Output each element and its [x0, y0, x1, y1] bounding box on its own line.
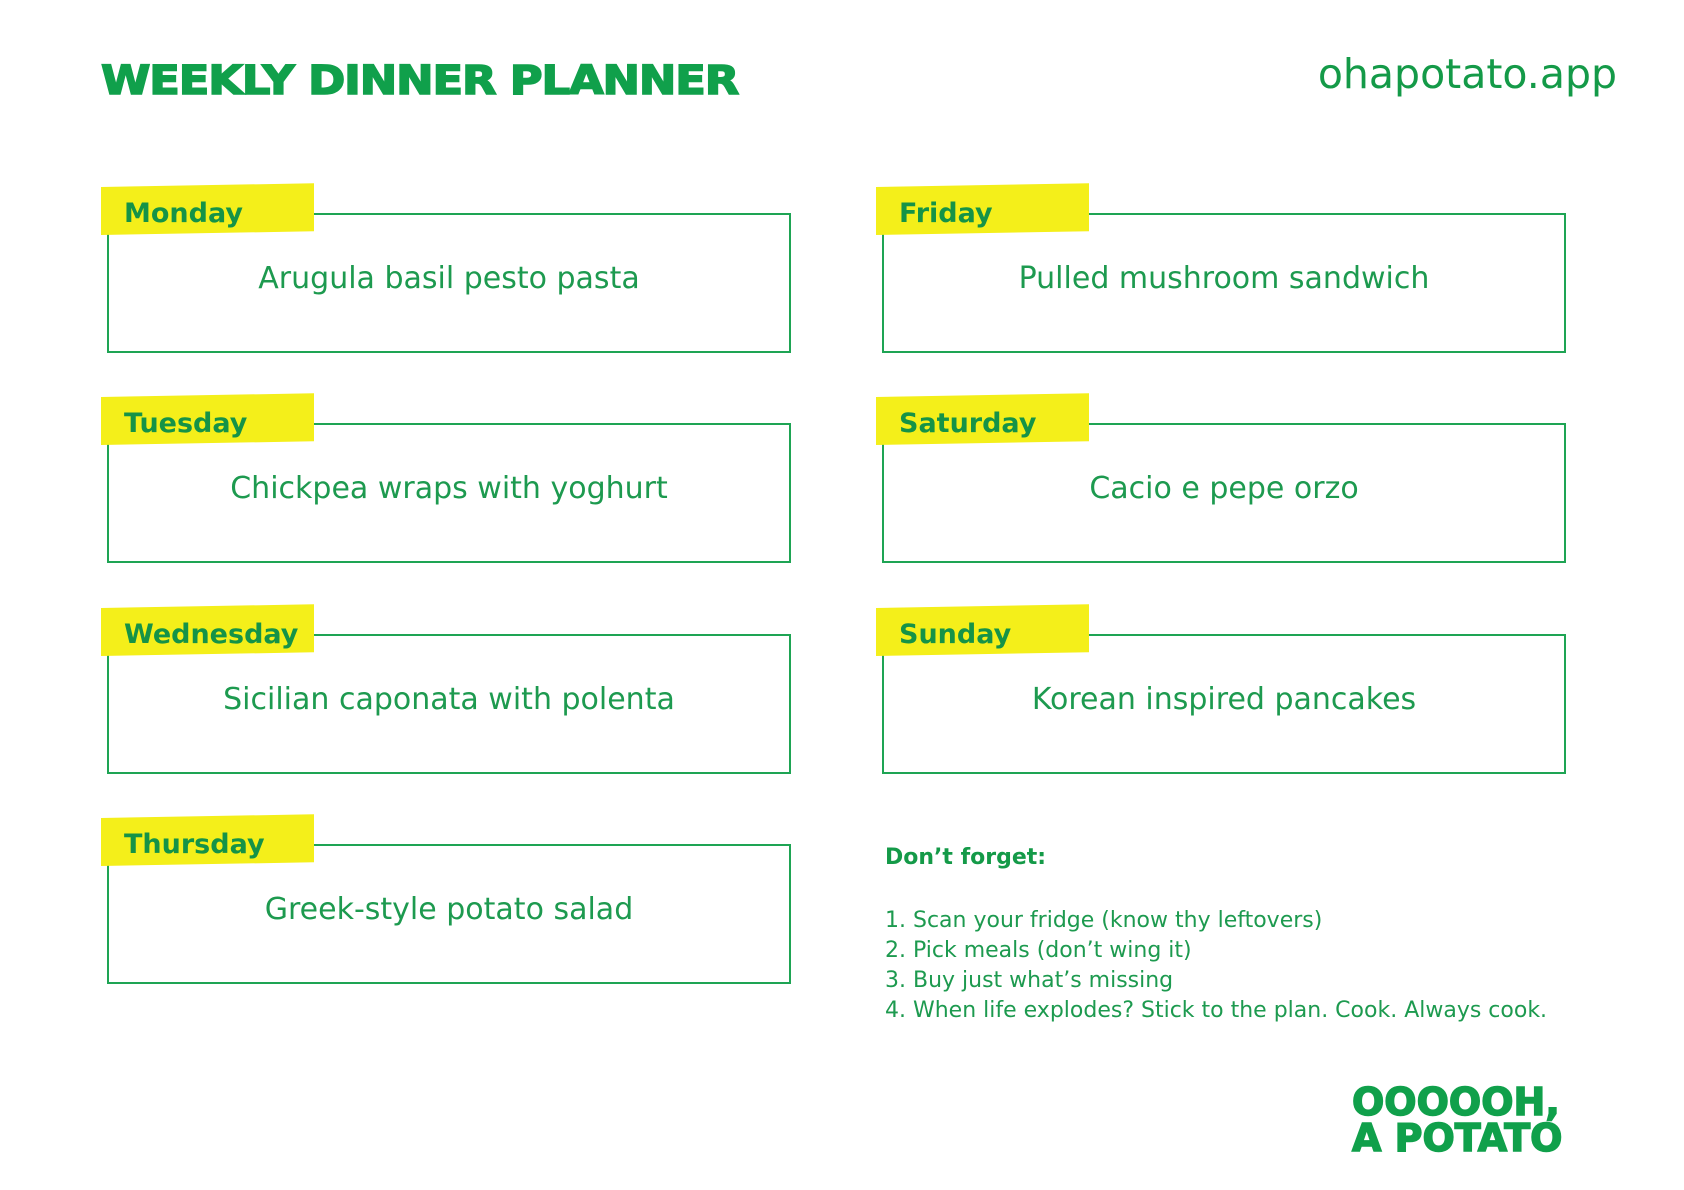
day-card-wednesday [101, 608, 791, 750]
brand-logo [1352, 1080, 1622, 1164]
day-label-friday: Friday [899, 198, 993, 229]
reminder-item: 2. Pick meals (don’t wing it) [885, 938, 1192, 963]
meal-sunday: Korean inspired pancakes [1031, 682, 1417, 717]
reminder-item: 4. When life explodes? Stick to the plan. Cook. Always cook. [885, 998, 1548, 1023]
reminder-item: 1. Scan your fridge (know thy leftovers) [885, 908, 1323, 933]
day-card-monday [101, 187, 791, 329]
day-label-wednesday: Wednesday [124, 619, 299, 650]
meal-wednesday: Sicilian caponata with polenta [223, 682, 675, 717]
day-label-tuesday: Tuesday [124, 408, 248, 439]
reminders-section [885, 845, 1605, 1026]
day-label-sunday: Sunday [899, 619, 1012, 650]
day-label-monday: Monday [124, 198, 243, 229]
day-card-saturday [876, 397, 1566, 539]
page-title: WEEKLY DINNER PLANNER [101, 58, 739, 104]
day-label-saturday: Saturday [899, 408, 1037, 439]
logo-line-1: OOOOOH, [1352, 1080, 1560, 1124]
day-card-tuesday [101, 397, 791, 539]
meal-saturday: Cacio e pepe orzo [1089, 471, 1359, 506]
website-link[interactable]: ohapotato.app [1317, 50, 1617, 98]
reminder-item: 3. Buy just what’s missing [885, 968, 1174, 993]
meal-thursday: Greek-style potato salad [264, 892, 634, 927]
meal-friday: Pulled mushroom sandwich [1018, 261, 1430, 296]
day-card-friday [876, 187, 1566, 329]
day-label-thursday: Thursday [124, 829, 265, 860]
meal-monday: Arugula basil pesto pasta [258, 261, 640, 296]
reminders-title: Don’t forget: [885, 845, 1047, 870]
logo-line-2: A POTATO [1352, 1116, 1563, 1161]
day-card-sunday [876, 608, 1566, 750]
meal-tuesday: Chickpea wraps with yoghurt [230, 471, 668, 506]
day-card-thursday [101, 818, 791, 960]
